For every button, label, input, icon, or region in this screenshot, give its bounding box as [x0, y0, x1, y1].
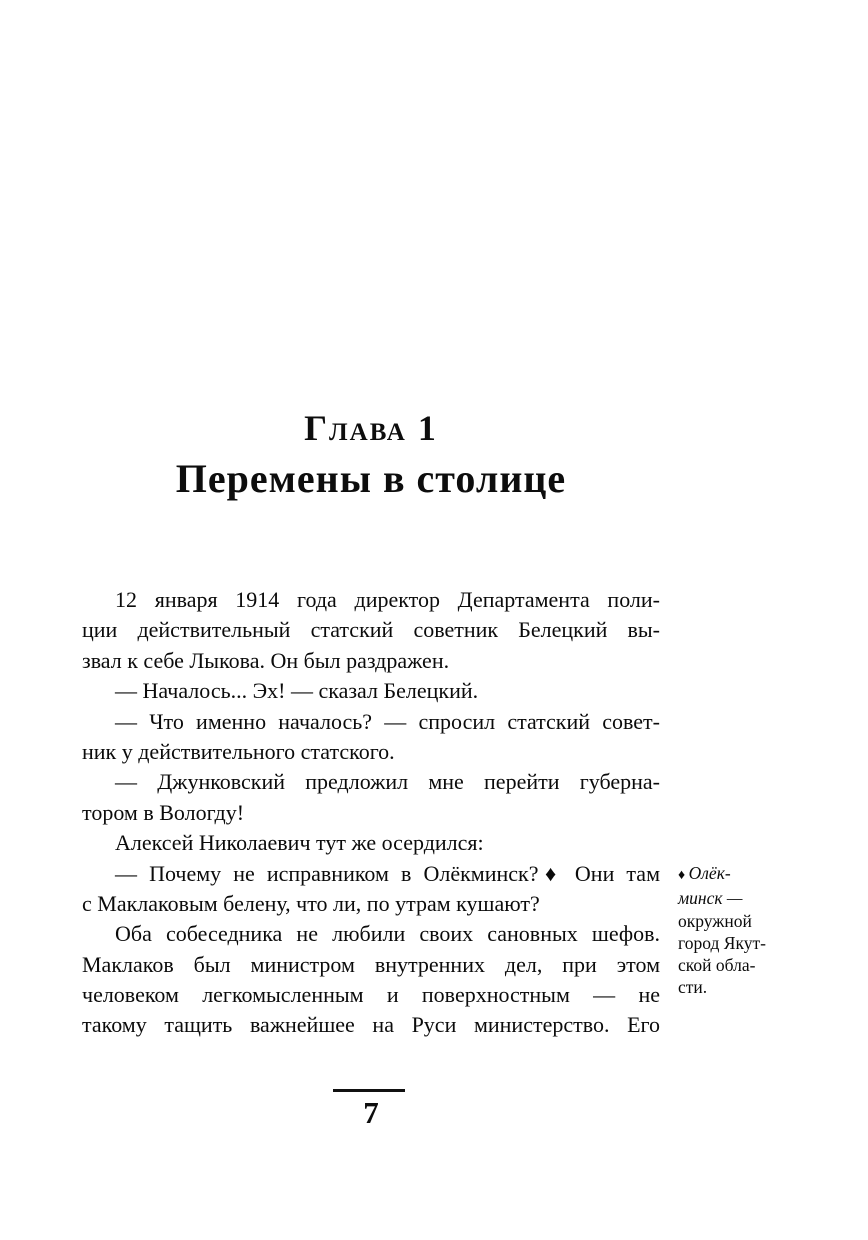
body-line: — Джунковский предложил мне перейти губерна-	[115, 769, 660, 795]
margin-note-line: минск —	[678, 888, 743, 909]
margin-note-line: сти.	[678, 977, 708, 998]
body-line: 12 января 1914 года директор Департамента поли-	[115, 587, 660, 612]
body-line: — Почему не исправником в Олёкминск?♦ Они там	[115, 860, 660, 886]
body-line: — Началось... Эх! — сказал Белецкий.	[115, 678, 479, 704]
page-number: 7	[363, 1095, 379, 1130]
body-line: ник у действительного статского.	[82, 738, 395, 764]
body-line: тором в Вологду!	[82, 799, 245, 825]
footer-rule	[333, 1089, 405, 1092]
chapter-label: Глава 1	[304, 408, 438, 448]
chapter-heading	[82, 408, 660, 502]
margin-note-line: город Якут-	[678, 932, 766, 953]
body-line: такому тащить важнейшее на Руси министерство. Его	[82, 1012, 660, 1038]
body-line: Оба собеседника не любили своих сановных шефов.	[115, 921, 660, 947]
margin-note-line: ской обла-	[678, 955, 756, 976]
body-line: ции действительный статский советник Белецкий вы-	[82, 617, 660, 643]
margin-note	[678, 862, 788, 999]
body-line: — Что именно началось? — спросил статский совет-	[115, 708, 660, 734]
body-line: человеком легкомысленным и поверхностным — не	[82, 982, 660, 1008]
chapter-title: Перемены в столице	[175, 456, 567, 501]
body-text	[82, 585, 660, 1041]
footnote-diamond-icon: ♦	[678, 868, 689, 883]
margin-note-term: Олёк-	[688, 863, 731, 883]
body-line: с Маклаковым белену, что ли, по утрам кушают?	[82, 890, 540, 916]
margin-note-line: окружной	[678, 910, 752, 931]
body-line: Алексей Николаевич тут же осердился:	[115, 830, 484, 856]
body-line: звал к себе Лыкова. Он был раздражен.	[82, 647, 450, 673]
body-line: Маклаков был министром внутренних дел, при этом	[82, 951, 660, 977]
margin-note-line	[678, 862, 788, 887]
